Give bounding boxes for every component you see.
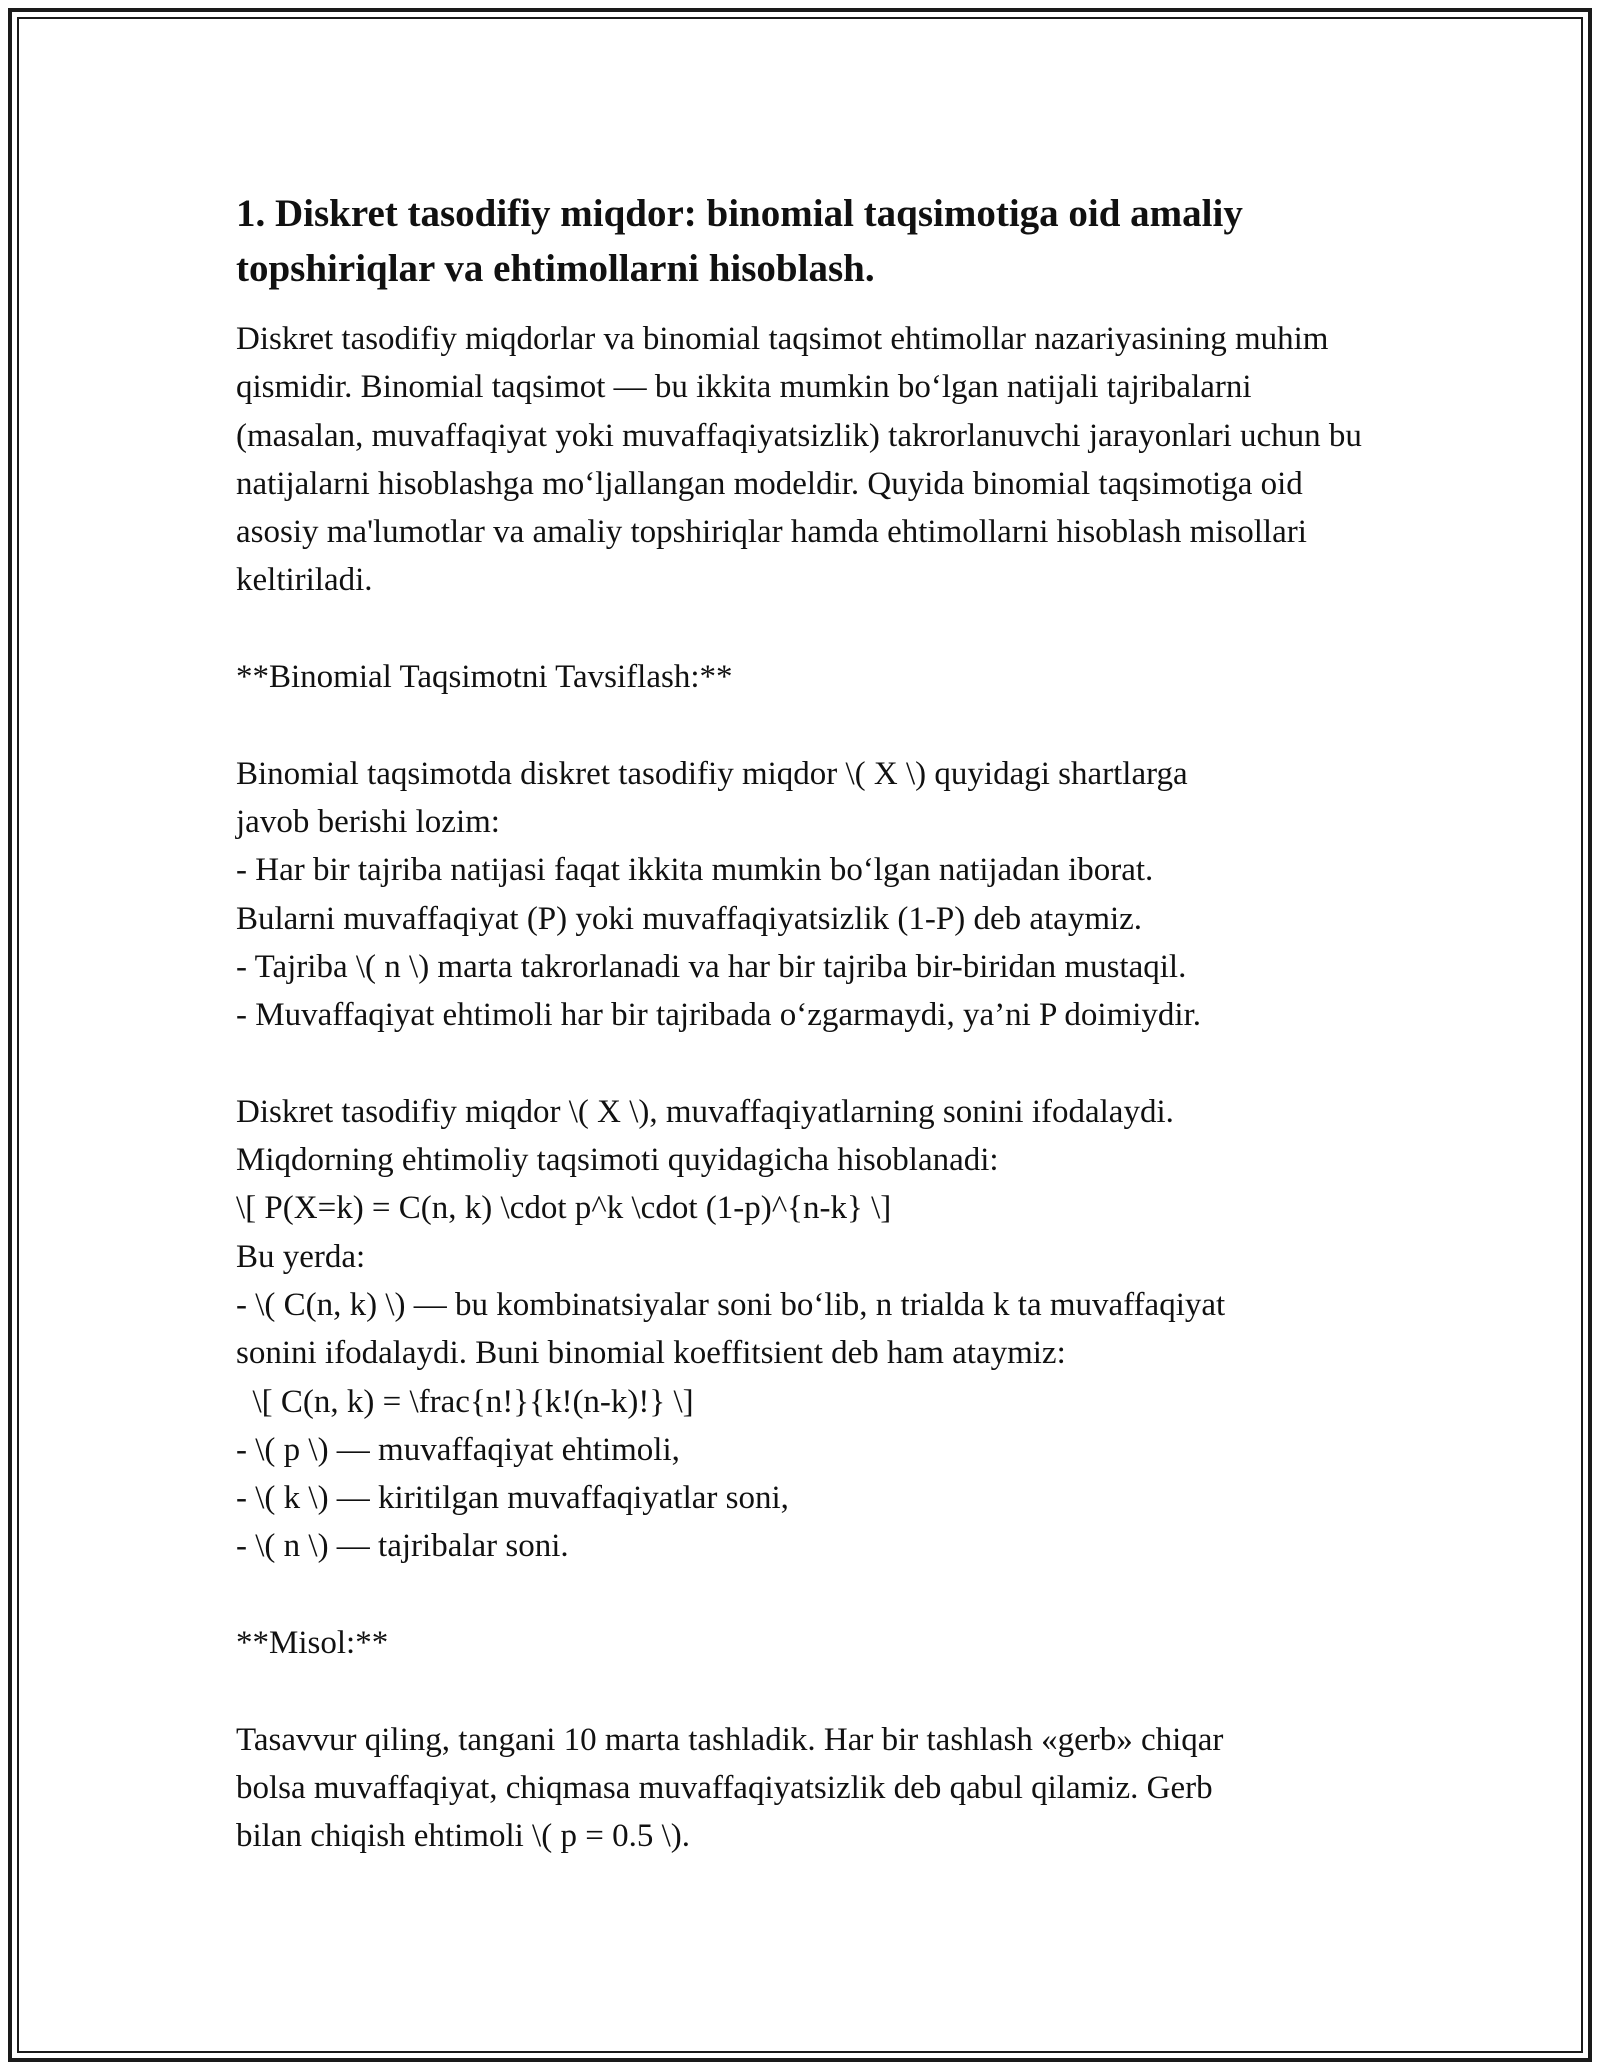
- text-line: Tasavvur qiling, tangani 10 marta tashladik. Har bir tashlash «gerb» chiqar: [236, 1721, 1224, 1758]
- document-title: 1. Diskret tasodifiy miqdor: binomial taqsimotiga oid amaliy topshiriqlar va ehtimollarni hisoblash.: [236, 192, 1243, 290]
- text-line: bolsa muvaffaqiyat, chiqmasa muvaffaqiyatsizlik deb qabul qilamiz. Gerb: [236, 1769, 1213, 1806]
- section-heading-misol: **Misol:**: [236, 1625, 389, 1662]
- list-item: - \( n \) — tajribalar soni.: [236, 1528, 569, 1565]
- list-item: - Har bir tajriba natijasi faqat ikkita mumkin bo‘lgan natijadan iborat.: [236, 852, 1154, 889]
- text-line: Bu yerda:: [236, 1238, 366, 1275]
- formula-block: [236, 1088, 1376, 1571]
- text-line: javob berishi lozim:: [236, 803, 500, 840]
- list-item: - \( p \) — muvaffaqiyat ehtimoli,: [236, 1431, 680, 1468]
- text-line: Bularni muvaffaqiyat (P) yoki muvaffaqiyatsizlik (1-P) deb ataymiz.: [236, 900, 1143, 937]
- spacer: [236, 1039, 1376, 1087]
- list-item: - \( C(n, k) \) — bu kombinatsiyalar soni bo‘lib, n trialda k ta muvaffaqiyat: [236, 1286, 1226, 1323]
- intro-paragraph: Diskret tasodifiy miqdorlar va binomial taqsimot ehtimollar nazariyasining muhim qismidir. Binomial taqsimot — bu ikkita mumkin bo‘lgan natijali tajribalarni (masalan, muvaffaqiyat yoki muvaffaqiyatsizlik) takrorlanuvchi jarayonlari uchun bu natijalarni hisoblashga mo‘ljallangan modeldir. Quyida binomial taqsimotiga oid asosiy ma'lumotlar va amaliy topshiriqlar hamda ehtimollarni hisoblash misollari keltiriladi.: [236, 321, 1362, 599]
- list-item: - Tajriba \( n \) marta takrorlanadi va har bir tajriba bir-biridan mustaqil.: [236, 948, 1187, 985]
- spacer: [236, 701, 1376, 749]
- text-line: Diskret tasodifiy miqdor \( X \), muvaffaqiyatlarning sonini ifodalaydi.: [236, 1093, 1174, 1130]
- text-line: bilan chiqish ehtimoli \( p = 0.5 \).: [236, 1818, 690, 1855]
- example-block: [236, 1716, 1376, 1861]
- list-item: - \( k \) — kiritilgan muvaffaqiyatlar soni,: [236, 1480, 789, 1517]
- document-body: [236, 186, 1376, 1861]
- spacer: [236, 1667, 1376, 1715]
- text-line: Miqdorning ehtimoliy taqsimoti quyidagicha hisoblanadi:: [236, 1142, 999, 1179]
- spacer: [236, 605, 1376, 653]
- text-line: Binomial taqsimotda diskret tasodifiy miqdor \( X \) quyidagi shartlarga: [236, 755, 1188, 792]
- formula-line: \[ C(n, k) = \frac{n!}{k!(n-k)!} \]: [236, 1383, 694, 1420]
- section-heading-tavsif: **Binomial Taqsimotni Tavsiflash:**: [236, 659, 733, 696]
- formula-line: \[ P(X=k) = C(n, k) \cdot p^k \cdot (1-p)^{n-k} \]: [236, 1190, 892, 1227]
- conditions-block: [236, 750, 1376, 1040]
- spacer: [236, 1571, 1376, 1619]
- text-line: sonini ifodalaydi. Buni binomial koeffitsient deb ham ataymiz:: [236, 1335, 1066, 1372]
- list-item: - Muvaffaqiyat ehtimoli har bir tajribada o‘zgarmaydi, ya’ni P doimiydir.: [236, 997, 1201, 1034]
